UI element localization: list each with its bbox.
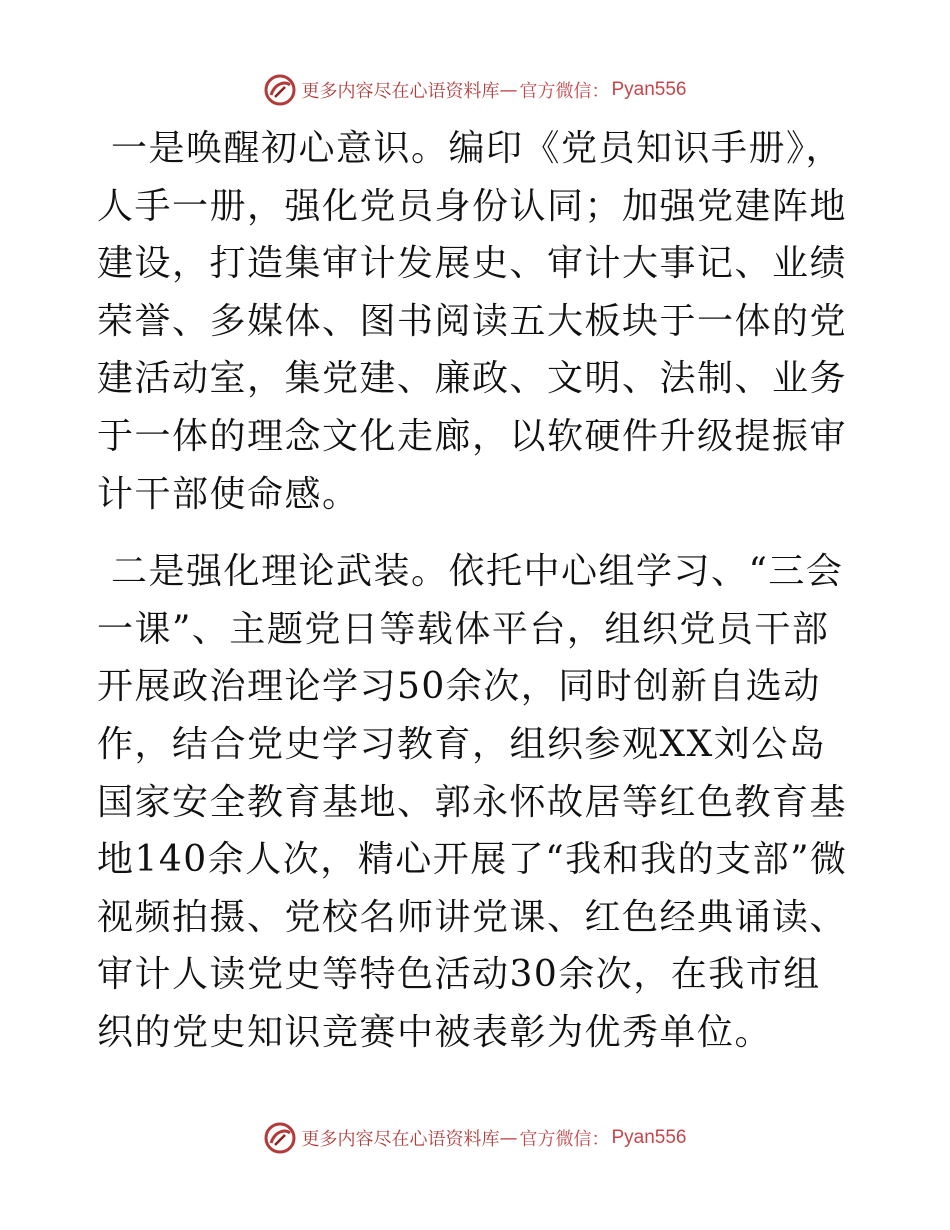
header-banner (0, 70, 950, 110)
banner-dash: — (499, 1127, 518, 1149)
banner-wechat-label: 官方微信： (519, 1129, 610, 1150)
banner-dash: — (499, 79, 518, 101)
paragraph-2: 二是强化理论武装。依托中心组学习、“三会一课”、主题党日等载体平台，组织党员干部开展政治理论学习50余次，同时创新自选动作，结合党史学习教育，组织参观XX刘公岛国家安全教育基地、郭永怀故居等红色教育基地140余人次，精心开展了“我和我的支部”微视频拍摄、党校名师讲党课、红色经典诵读、审计人读党史等特色活动30余次，在我市组织的党史知识竞赛中被表彰为优秀单位。 (97, 551, 848, 1053)
banner-wechat-label: 官方微信： (519, 81, 610, 102)
red-round-logo-icon (263, 73, 297, 107)
banner-main-text: 更多内容尽在心语资料库 (301, 1129, 500, 1150)
footer-banner (0, 1118, 950, 1158)
document-body (97, 120, 857, 1082)
paragraph-1: 一是唤醒初心意识。编印《党员知识手册》，人手一册，强化党员身份认同；加强党建阵地建设，打造集审计发展史、审计大事记、业绩荣誉、多媒体、图书阅读五大板块于一体的党建活动室，集党建、廉政、文明、法制、业务于一体的理念文化走廊，以软硬件升级提振审计干部使命感。 (97, 128, 848, 515)
banner-main-text: 更多内容尽在心语资料库 (301, 81, 500, 102)
banner-wechat-handle: Pyan556 (611, 79, 687, 100)
banner-wechat-handle: Pyan556 (611, 1127, 687, 1148)
red-round-logo-icon (263, 1121, 297, 1155)
